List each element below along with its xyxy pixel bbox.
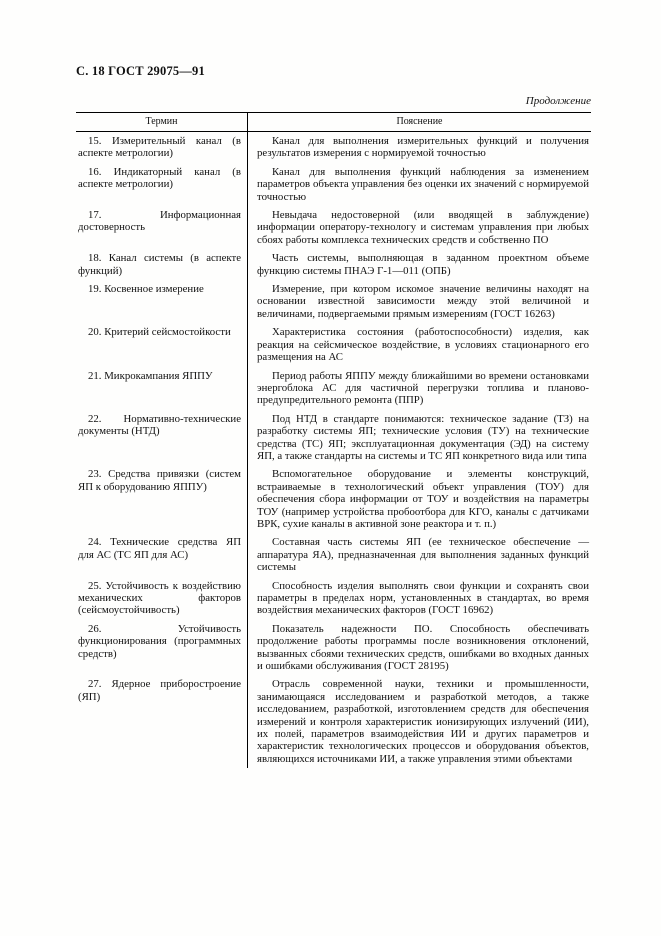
table-row [76, 132, 591, 163]
term-cell: 19. Косвенное измерение [76, 280, 248, 323]
column-header-term: Термин [76, 113, 248, 131]
column-header-definition: Пояснение [396, 116, 443, 127]
definition-cell: Измерение, при котором искомое значение величины находят на основании известной зависимости между этой величиной и величинами, подвергаемыми прямым измерениям (ГОСТ 16263) [257, 283, 589, 320]
table-row [76, 280, 591, 323]
definition-cell: Показатель надежности ПО. Способность обеспечивать продолжение работы программы после возникновения отклонений, вызванных сбоями технических средств, ошибками во входных данных и ошибками обслуживания (ГОСТ 28195) [257, 622, 589, 673]
term-cell: 25. Устойчивость к воздействию механических факторов (сейсмоустойчивость) [76, 577, 248, 620]
term-cell: 18. Канал системы (в аспекте функций) [76, 249, 248, 280]
definition-cell: Часть системы, выполняющая в заданном проектном объеме функцию системы ПНАЭ Г-1—011 (ОПБ) [257, 252, 589, 277]
table-row [76, 620, 591, 676]
term-cell: 24. Технические средства ЯП для АС (ТС ЯП для АС) [76, 533, 248, 576]
table-row [76, 675, 591, 768]
table-row [76, 163, 591, 206]
term-cell: 17. Информационная достоверность [76, 206, 248, 249]
definition-cell: Характеристика состояния (работоспособности) изделия, как реакция на сейсмическое воздействие, в условиях стационарного его размещения на АС [257, 326, 589, 364]
terms-table [76, 112, 591, 768]
table-row [76, 323, 591, 366]
table-row [76, 577, 591, 620]
definition-cell: Отрасль современной науки, техники и промышленности, занимающаяся исследованием и разработкой методов, а также исследованием, разработкой, изготовлением средств для обеспечения измерений и контроля характеристик ионизирующих излучений (ИИ), их полей, параметров взаимодействия ИИ и других параметров и характеристик технологических процессов и оборудования объектов, являющихся источниками ИИ, а также управления этими объектами [257, 678, 589, 765]
definition-cell: Невыдача недостоверной (или вводящей в заблуждение) информации оператору-технологу и системам управления при любых сбоях работы комплекса технических средств и собственно ПО [257, 209, 589, 246]
definition-cell: Под НТД в стандарте понимаются: техническое задание (ТЗ) на разработку системы ЯП; технические условия (ТУ) на технические средства (ТС) ЯП; эксплуатационная документация (ЭД) на систему ЯП, а также стандарты на системы и ТС ЯП конкретного вида или типа [257, 412, 589, 462]
definition-cell: Составная часть системы ЯП (ее техническое обеспечение — аппаратура ЯА), предназначенная для выполнения заданных функций системы [257, 536, 589, 574]
definition-cell: Канал для выполнения функций наблюдения за изменением параметров объекта управления без оценки их значений с нормируемой точностью [257, 165, 589, 203]
table-row [76, 410, 591, 466]
term-cell: 20. Критерий сейсмостойкости [76, 323, 248, 366]
term-cell: 16. Индикаторный канал (в аспекте метрологии) [76, 163, 248, 206]
term-cell: 15. Измерительный канал (в аспекте метрологии) [76, 132, 248, 163]
definition-cell: Канал для выполнения измерительных функций и получения результатов измерения с нормируемой точностью [257, 135, 589, 160]
term-cell: 27. Ядерное приборостроение (ЯП) [76, 675, 248, 768]
page-header: С. 18 ГОСТ 29075—91 [76, 64, 205, 78]
table-row [76, 533, 591, 576]
definition-cell: Способность изделия выполнять свои функции и сохранять свои параметры в пределах норм, установленных в стандартах, во время воздействия механических факторов (ГОСТ 16962) [257, 579, 589, 617]
term-cell: 26. Устойчивость функционирования (программных средств) [76, 620, 248, 676]
term-cell: 23. Средства привязки (систем ЯП к оборудованию ЯППУ) [76, 465, 248, 533]
definition-cell: Вспомогательное оборудование и элементы конструкций, встраиваемые в технологический объект управления (ТОУ) для обеспечения сбора информации от ТОУ и воздействия на параметры ТОУ (например устройства пробоотбора для КГО, каналы с датчиками ВРК, сухие каналы в активной зоне реактора и т. п.) [257, 468, 589, 530]
table-row [76, 206, 591, 249]
continuation-label: Продолжение [525, 95, 591, 107]
table-row [76, 465, 591, 533]
table-row [76, 249, 591, 280]
term-cell: 22. Нормативно-технические документы (НТД) [76, 410, 248, 466]
term-cell: 21. Микрокампания ЯППУ [76, 367, 248, 410]
table-row [76, 367, 591, 410]
table-header-row [76, 113, 591, 132]
definition-cell: Период работы ЯППУ между ближайшими во времени остановками энергоблока АС для частичной перегрузки топлива и планово-предупредительного ремонта (ППР) [257, 369, 589, 407]
